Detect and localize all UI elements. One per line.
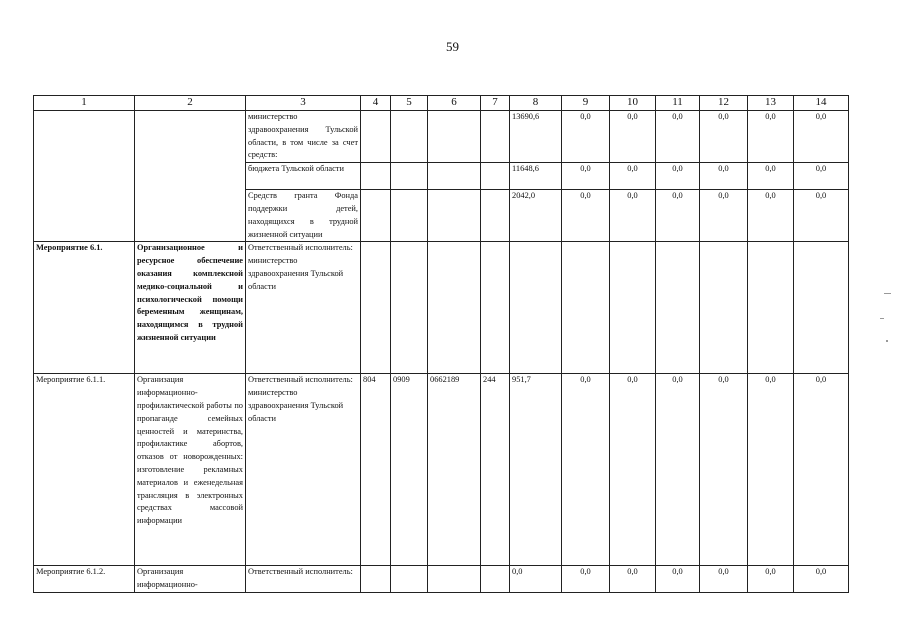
cell-col9: 0,0	[562, 374, 610, 566]
cell-col5	[391, 190, 428, 242]
cell-col12: 0,0	[700, 374, 748, 566]
cell-col6	[428, 566, 481, 593]
cell-col11: 0,0	[656, 566, 700, 593]
cell-executor: министерство здравоохранения Тульской области, в том числе за счет средств:	[246, 111, 361, 163]
cell-col11: 0,0	[656, 111, 700, 163]
cell-name: Организационное и ресурсное обеспечение оказания комплексной медико-социальной и психологической помощи беременным женщинам, находящимся в трудной жизненной ситуации	[135, 242, 246, 374]
cell-col13: 0,0	[748, 163, 794, 190]
cell-col8: 2042,0	[510, 190, 562, 242]
cell-col7	[481, 190, 510, 242]
cell-col13: 0,0	[748, 111, 794, 163]
cell-col10: 0,0	[610, 190, 656, 242]
cell-col7	[481, 566, 510, 593]
cell-event: Мероприятие 6.1.2.	[34, 566, 135, 593]
cell-col12: 0,0	[700, 190, 748, 242]
header-col-8: 8	[510, 96, 562, 111]
cell-col12: 0,0	[700, 111, 748, 163]
cell-col8: 951,7	[510, 374, 562, 566]
cell-col5	[391, 163, 428, 190]
header-col-11: 11	[656, 96, 700, 111]
header-col-6: 6	[428, 96, 481, 111]
cell-col14: 0,0	[794, 163, 849, 190]
cell-name: Организация информационно-профилактической работы по пропаганде семейных ценностей и материнства, профилактике абортов, отказов от новорожденных: изготовление рекламных материалов и еженедельная трансляция в электронных средствах массовой информации	[135, 374, 246, 566]
cell-executor: Ответственный исполнитель: министерство здравоохранения Тульской области	[246, 374, 361, 566]
cell-col10: 0,0	[610, 566, 656, 593]
cell-col8: 11648,6	[510, 163, 562, 190]
cell-col9: 0,0	[562, 566, 610, 593]
scan-artifact	[884, 293, 891, 294]
scan-artifact	[880, 318, 884, 319]
cell-col8: 0,0	[510, 566, 562, 593]
cell-col10: 0,0	[610, 111, 656, 163]
cell-col13: 0,0	[748, 190, 794, 242]
cell-col5	[391, 111, 428, 163]
cell-col4	[361, 566, 391, 593]
header-col-1: 1	[34, 96, 135, 111]
cell-col4	[361, 242, 391, 374]
cell-col5	[391, 242, 428, 374]
cell-col9	[562, 242, 610, 374]
header-col-10: 10	[610, 96, 656, 111]
header-col-4: 4	[361, 96, 391, 111]
cell-executor: Ответственный исполнитель:	[246, 566, 361, 593]
cell-col7: 244	[481, 374, 510, 566]
cell-col10: 0,0	[610, 374, 656, 566]
cell-col4	[361, 190, 391, 242]
page-number: 59	[446, 39, 459, 54]
cell-col8	[510, 242, 562, 374]
cell-col14: 0,0	[794, 374, 849, 566]
cell-col5	[391, 566, 428, 593]
table-row	[34, 566, 849, 593]
header-col-3: 3	[246, 96, 361, 111]
cell-col14: 0,0	[794, 190, 849, 242]
cell-col12: 0,0	[700, 566, 748, 593]
cell-event	[34, 111, 135, 242]
cell-col4	[361, 111, 391, 163]
cell-col4: 804	[361, 374, 391, 566]
cell-col9: 0,0	[562, 190, 610, 242]
cell-col7	[481, 242, 510, 374]
cell-col13	[748, 242, 794, 374]
column-number-header	[34, 96, 849, 111]
cell-col7	[481, 111, 510, 163]
cell-col11: 0,0	[656, 163, 700, 190]
cell-col13: 0,0	[748, 374, 794, 566]
cell-col6	[428, 190, 481, 242]
cell-col7	[481, 163, 510, 190]
table-row	[34, 111, 849, 163]
cell-col9: 0,0	[562, 163, 610, 190]
cell-col8: 13690,6	[510, 111, 562, 163]
cell-col6	[428, 163, 481, 190]
cell-col11: 0,0	[656, 190, 700, 242]
cell-col11	[656, 242, 700, 374]
cell-col9: 0,0	[562, 111, 610, 163]
cell-col6	[428, 111, 481, 163]
table-row	[34, 242, 849, 374]
cell-col13: 0,0	[748, 566, 794, 593]
cell-event: Мероприятие 6.1.1.	[34, 374, 135, 566]
cell-col10: 0,0	[610, 163, 656, 190]
cell-executor: бюджета Тульской области	[246, 163, 361, 190]
cell-col4	[361, 163, 391, 190]
header-col-2: 2	[135, 96, 246, 111]
table-row	[34, 374, 849, 566]
header-col-13: 13	[748, 96, 794, 111]
cell-col12	[700, 242, 748, 374]
budget-table	[33, 95, 849, 593]
cell-col12: 0,0	[700, 163, 748, 190]
header-col-7: 7	[481, 96, 510, 111]
header-col-9: 9	[562, 96, 610, 111]
scan-artifact	[886, 340, 888, 342]
cell-col11: 0,0	[656, 374, 700, 566]
header-col-14: 14	[794, 96, 849, 111]
cell-event: Мероприятие 6.1.	[34, 242, 135, 374]
cell-name: Организация информационно-	[135, 566, 246, 593]
header-col-12: 12	[700, 96, 748, 111]
cell-executor: Ответственный исполнитель: министерство здравоохранения Тульской области	[246, 242, 361, 374]
cell-col5: 0909	[391, 374, 428, 566]
cell-name	[135, 111, 246, 242]
header-col-5: 5	[391, 96, 428, 111]
cell-col14: 0,0	[794, 566, 849, 593]
cell-col14	[794, 242, 849, 374]
cell-col6: 0662189	[428, 374, 481, 566]
cell-col10	[610, 242, 656, 374]
cell-col14: 0,0	[794, 111, 849, 163]
cell-col6	[428, 242, 481, 374]
cell-executor: Средств гранта Фонда поддержки детей, находящихся в трудной жизненной ситуации	[246, 190, 361, 242]
